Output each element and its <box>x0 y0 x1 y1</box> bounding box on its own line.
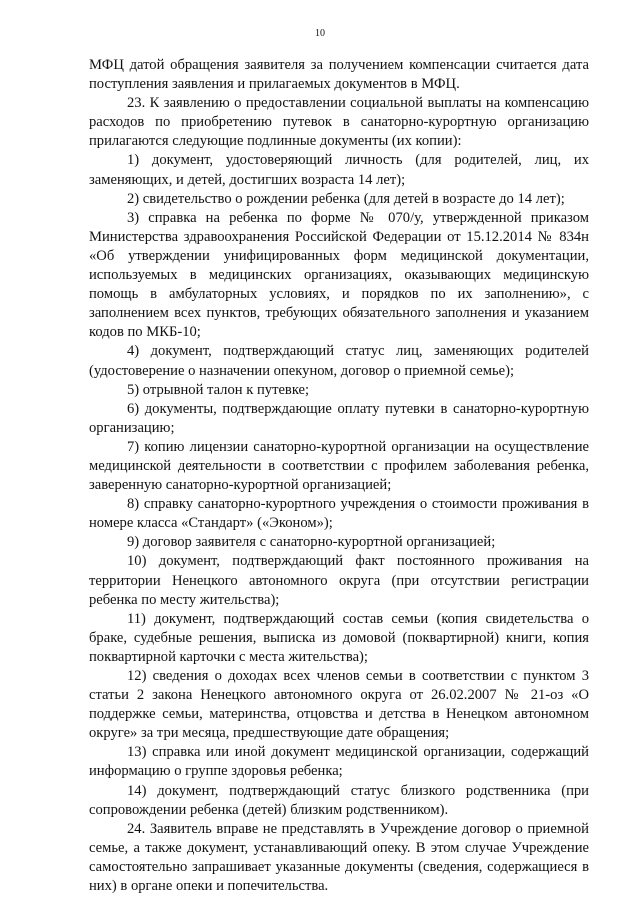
list-item-11: 11) документ, подтверждающий состав семьи (копия свидетельства о браке, судебные решения, выписка из домовой (поквартирной) книги, копия поквартирной карточки с места жительства); <box>89 610 589 665</box>
list-item-13: 13) справка или иной документ медицинской организации, содержащий информацию о группе здоровья ребенка; <box>89 744 589 780</box>
paragraph-clause-24: 24. Заявитель вправе не представлять в Учреждение договор о приемной семье, а также документ, устанавливающий опеку. В этом случае Учреждение самостоятельно запрашивает указанные документы (сведения, содержащиеся в них) в органе опеки и попечительства. <box>89 820 589 895</box>
paragraph-clause-23: 23. К заявлению о предоставлении социальной выплаты на компенсацию расходов по приобретению путевок в санаторно-курортную организацию прилагаются следующие подлинные документы (их копии): <box>89 95 589 150</box>
list-item-3: 3) справка на ребенка по форме № 070/у, утвержденной приказом Министерства здравоохранения Российской Федерации от 15.12.2014 № 834н «Об утверждении унифицированных форм медицинской документации, используемых в медицинских организациях, оказывающих медицинскую помощь в амбулаторных условиях, и порядков по их заполнению», с заполнением всех пунктов, требующих обязательного заполнения и указанием кодов по МКБ-10; <box>89 209 589 341</box>
paragraph-continuation: МФЦ датой обращения заявителя за получением компенсации считается дата поступления заявления и прилагаемых документов в МФЦ. <box>89 57 589 93</box>
list-item-6: 6) документы, подтверждающие оплату путевки в санаторно-курортную организацию; <box>89 400 589 436</box>
list-item-1: 1) документ, удостоверяющий личность (для родителей, лиц, их заменяющих, и детей, достигших возраста 14 лет); <box>89 152 589 188</box>
list-item-7: 7) копию лицензии санаторно-курортной организации на осуществление медицинской деятельности в соответствии с профилем заболевания ребенка, заверенную санаторно-курортной организацией; <box>89 438 589 494</box>
list-item-8: 8) справку санаторно-курортного учреждения о стоимости проживания в номере класса «Стандарт» («Эконом»); <box>89 496 589 532</box>
list-item-10: 10) документ, подтверждающий факт постоянного проживания на территории Ненецкого автономного округа (при отсутствии регистрации ребенка по месту жительства); <box>89 553 589 608</box>
document-body <box>89 56 589 896</box>
list-item-9: 9) договор заявителя с санаторно-курортной организацией; <box>127 534 496 551</box>
list-item-2: 2) свидетельство о рождении ребенка (для детей в возрасте до 14 лет); <box>127 190 565 207</box>
page-number: 10 <box>315 28 325 39</box>
list-item-12: 12) сведения о доходах всех членов семьи в соответствии с пунктом 3 статьи 2 закона Ненецкого автономного округа от 26.02.2007 № 21-оз «О поддержке семьи, материнства, отцовства и детства в Ненецком автономном округе» за три месяца, предшествующие дате обращения; <box>89 668 589 742</box>
list-item-4: 4) документ, подтверждающий статус лиц, заменяющих родителей (удостоверение о назначении опекуном, договор о приемной семье); <box>89 343 589 379</box>
list-item-14: 14) документ, подтверждающий статус близкого родственника (при сопровождении ребенка (детей) близким родственником). <box>89 782 589 818</box>
list-item-5: 5) отрывной талон к путевке; <box>127 381 310 398</box>
